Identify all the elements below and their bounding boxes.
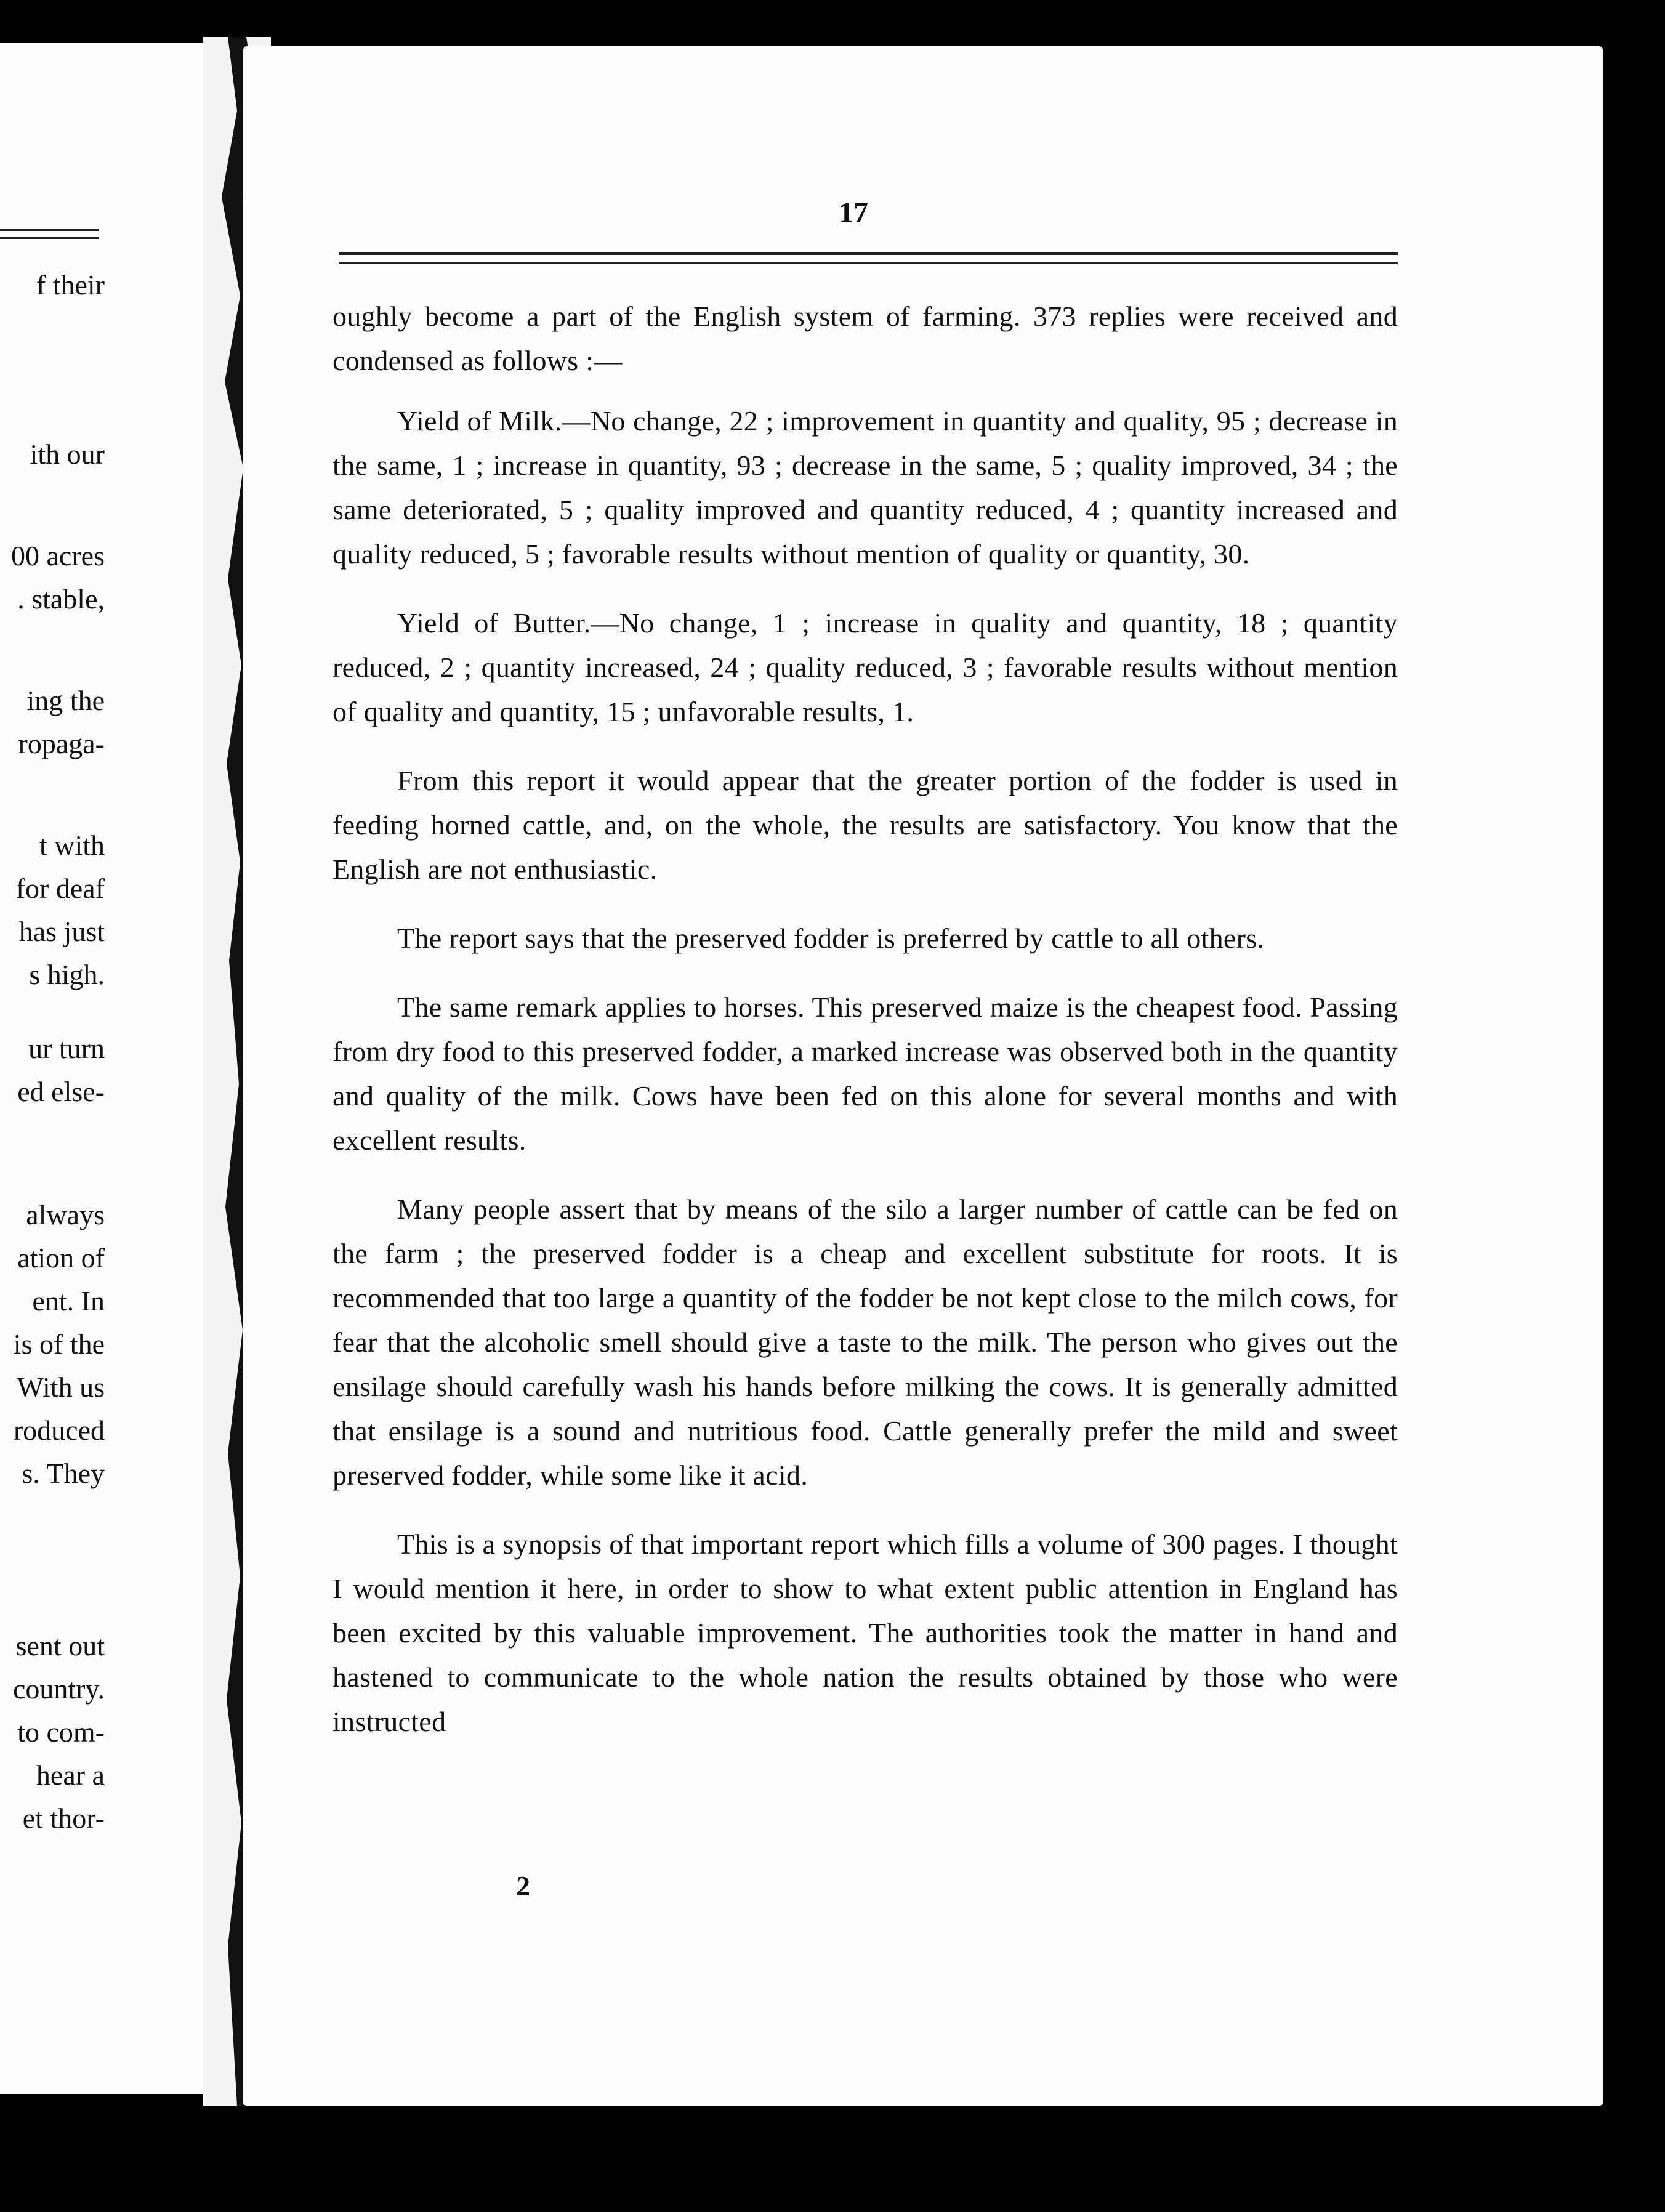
previous-page-line: for deaf — [15, 873, 105, 904]
previous-page-line: s high. — [29, 959, 105, 990]
paragraph: oughly become a part of the English system of farming. 373 replies were received and condensed as follows :— — [333, 301, 1398, 376]
header-rule — [339, 252, 1398, 264]
paragraph: Yield of Milk.—No change, 22 ; improvement in quantity and quality, 95 ; decrease in the same, 1 ; increase in quantity, 93 ; decrease in the same, 5 ; quality improved, 34 ; the same deteriorated, 5 ; quality improved and quantity reduced, 4 ; quantity increased and quality reduced, 5 ; favorable results without mention of quality or quantity, 30. — [333, 405, 1398, 570]
previous-page-line: 00 acres — [11, 540, 105, 571]
previous-page-line: s. They — [22, 1458, 105, 1489]
paragraph: The report says that the preserved fodder is preferred by cattle to all others. — [397, 922, 1265, 954]
previous-page-line: country. — [12, 1673, 105, 1705]
previous-page-line: With us — [17, 1371, 105, 1403]
previous-page-line: f their — [36, 269, 105, 301]
previous-page-line: sent out — [15, 1630, 105, 1661]
previous-page-fragment — [0, 43, 228, 2094]
previous-page-line: ing the — [26, 685, 105, 716]
signature-mark: 2 — [516, 1870, 530, 1902]
paragraph: This is a synopsis of that important report which fills a volume of 300 pages. I thought I would mention it here, in order to show to what extent public attention in England has been excited by this valuable improvement. The authorities took the matter in hand and hastened to communicate to the whole nation the results obtained by those who were instructed — [333, 1528, 1398, 1737]
previous-page-line: ent. In — [32, 1285, 105, 1317]
paragraph: Many people assert that by means of the silo a larger number of cattle can be fed on the farm ; the preserved fodder is a cheap and excellent substitute for roots. It is recommended that too large a quantity of the fodder be not kept close to the milch cows, for fear that the alcoholic smell should give a taste to the milk. The person who gives out the ensilage should carefully wash his hands before milking the cows. It is generally admitted that ensilage is a sound and nutritious food. Cattle generally prefer the mild and sweet preserved fodder, while some like it acid. — [333, 1193, 1398, 1491]
paragraph: The same remark applies to horses. This preserved maize is the cheapest food. Passing from dry food to this preserved fodder, a marked increase was observed both in the quantity and quality of the milk. Cows have been fed on this alone for several months and with excellent results. — [333, 991, 1398, 1156]
previous-page-line: . stable, — [17, 583, 105, 615]
previous-page-line: ation of — [17, 1242, 105, 1274]
previous-page-line: t with — [39, 830, 105, 861]
previous-page-line: roduced — [13, 1415, 105, 1446]
previous-page-line: et thor- — [22, 1802, 105, 1834]
paragraph: From this report it would appear that the greater portion of the fodder is used in feeding horned cattle, and, on the whole, the results are satisfactory. You know that the English are not enthusiastic. — [333, 765, 1398, 885]
page-number: 17 — [839, 196, 868, 229]
previous-page-line: to com- — [17, 1716, 105, 1748]
previous-page-line: is of the — [13, 1328, 105, 1360]
paragraph: Yield of Butter.—No change, 1 ; increase in quality and quantity, 18 ; quantity reduced, 2 ; quantity increased, 24 ; quality reduced, 3 ; favorable results without mention of quality and quantity, 15 ; unfavorable results, 1. — [333, 607, 1398, 727]
previous-page-line: ropaga- — [18, 728, 105, 759]
previous-page-line: always — [26, 1199, 105, 1230]
previous-page-line: ed else- — [17, 1076, 105, 1107]
previous-page-line: ith our — [30, 438, 105, 470]
previous-page-line: has just — [18, 916, 105, 947]
previous-page-line: hear a — [36, 1759, 105, 1791]
previous-page-line: ur turn — [28, 1033, 105, 1064]
body-text — [333, 294, 1398, 1769]
previous-page-header-rule — [0, 229, 99, 239]
